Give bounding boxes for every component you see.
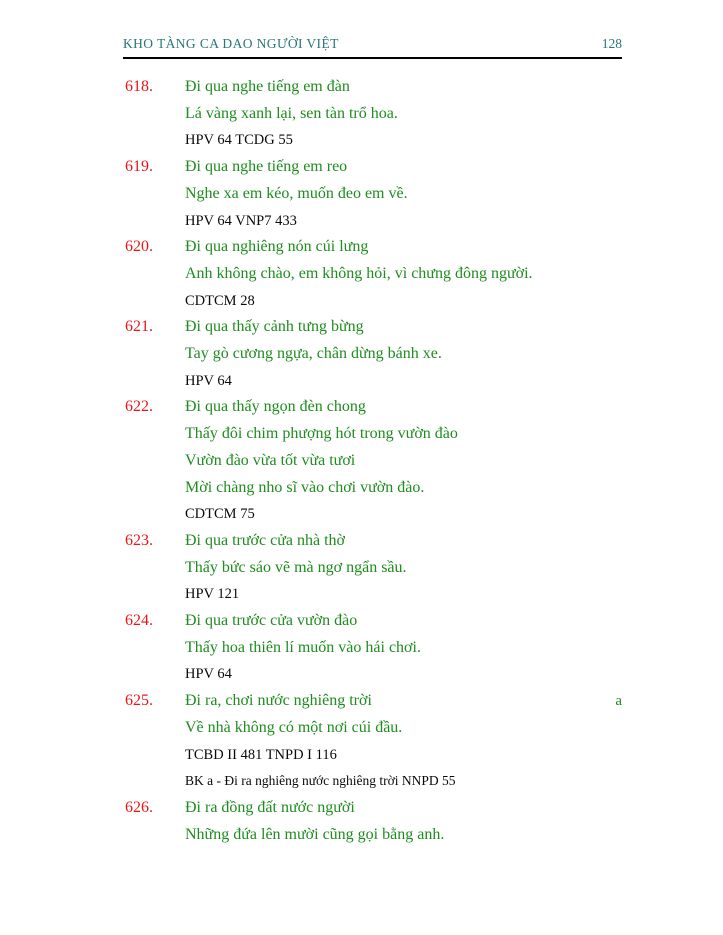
entry-body [185, 394, 622, 528]
entry [125, 608, 622, 688]
verse-line: Đi qua thấy cảnh tưng bừng [185, 318, 364, 336]
entry-number: 619. [125, 158, 153, 176]
entries-list [125, 74, 622, 848]
page-number: 128 [601, 36, 622, 51]
entry [125, 314, 622, 394]
verse-line: Đi ra đồng đất nước người [185, 798, 355, 816]
verse-line: Anh không chào, em không hỏi, vì chưng đông người. [185, 264, 533, 282]
page-header [123, 36, 622, 59]
verse-line: Mời chàng nho sĩ vào chơi vườn đào. [185, 478, 425, 496]
entry-number: 620. [125, 238, 153, 256]
citation-line: TCBD II 481 TNPD I 116 [185, 746, 337, 763]
entry-number: 618. [125, 78, 153, 95]
entry-number: 623. [125, 531, 153, 549]
running-head-title: KHO TÀNG CA DAO NGƯỜI VIỆT [123, 36, 339, 51]
entry-body [185, 795, 622, 848]
entry [125, 795, 622, 848]
citation-line: HPV 64 [185, 372, 232, 389]
citation-line: HPV 121 [185, 586, 240, 603]
citation-line: HPV 64 VNP7 433 [185, 212, 297, 229]
verse-line: Nghe xa em kéo, muốn đeo em về. [185, 184, 408, 202]
verse-line: Đi qua trước cửa vườn đào [185, 612, 358, 630]
entry-number: 626. [125, 798, 153, 816]
verse-line: Đi qua thấy ngọn đèn chong [185, 398, 366, 416]
entry [125, 234, 622, 314]
verse-line: Thấy bức sáo vẽ mà ngơ ngẩn sầu. [185, 558, 407, 576]
verse-line: Thấy hoa thiên lí muốn vào hái chơi. [185, 638, 421, 656]
entry-body [185, 154, 622, 234]
citation-line: HPV 64 [185, 666, 232, 683]
entry-body [185, 74, 622, 154]
variant-marker: a [615, 693, 622, 710]
entry-number: 624. [125, 612, 153, 630]
verse-line: Đi qua nghiêng nón cúi lưng [185, 238, 369, 256]
entry [125, 394, 622, 528]
verse-line: Vườn đào vừa tốt vừa tươi [185, 451, 356, 469]
verse-line: Đi qua trước cửa nhà thờ [185, 531, 345, 549]
verse-line: Đi qua nghe tiếng em đàn [185, 78, 350, 95]
entry-number: 621. [125, 318, 153, 336]
verse-line: Lá vàng xanh lại, sen tàn trổ hoa. [185, 104, 398, 122]
entry [125, 688, 622, 795]
entry [125, 74, 622, 154]
citation-line: HPV 64 TCDG 55 [185, 132, 293, 149]
verse-line: Thấy đôi chim phượng hót trong vườn đào [185, 425, 458, 443]
verse-line: Tay gò cương ngựa, chân dừng bánh xe. [185, 345, 442, 363]
entry-body [185, 688, 622, 795]
variant-line: BK a - Đi ra nghiêng nước nghiêng trời NNPD 55 [185, 773, 456, 789]
entry-number: 625. [125, 692, 153, 710]
verse-line: Về nhà không có một nơi cúi đầu. [185, 718, 403, 736]
citation-line: CDTCM 28 [185, 292, 255, 309]
entry-number: 622. [125, 398, 153, 416]
entry [125, 528, 622, 608]
entry-body [185, 608, 622, 688]
entry [125, 154, 622, 234]
entry-body [185, 314, 622, 394]
entry-body [185, 528, 622, 608]
verse-line: Đi ra, chơi nước nghiêng trời a [185, 688, 622, 715]
entry-body [185, 234, 622, 314]
citation-line: CDTCM 75 [185, 506, 255, 523]
verse-line: Những đứa lên mười cũng gọi bằng anh. [185, 825, 445, 843]
verse-line: Đi qua nghe tiếng em reo [185, 158, 348, 176]
